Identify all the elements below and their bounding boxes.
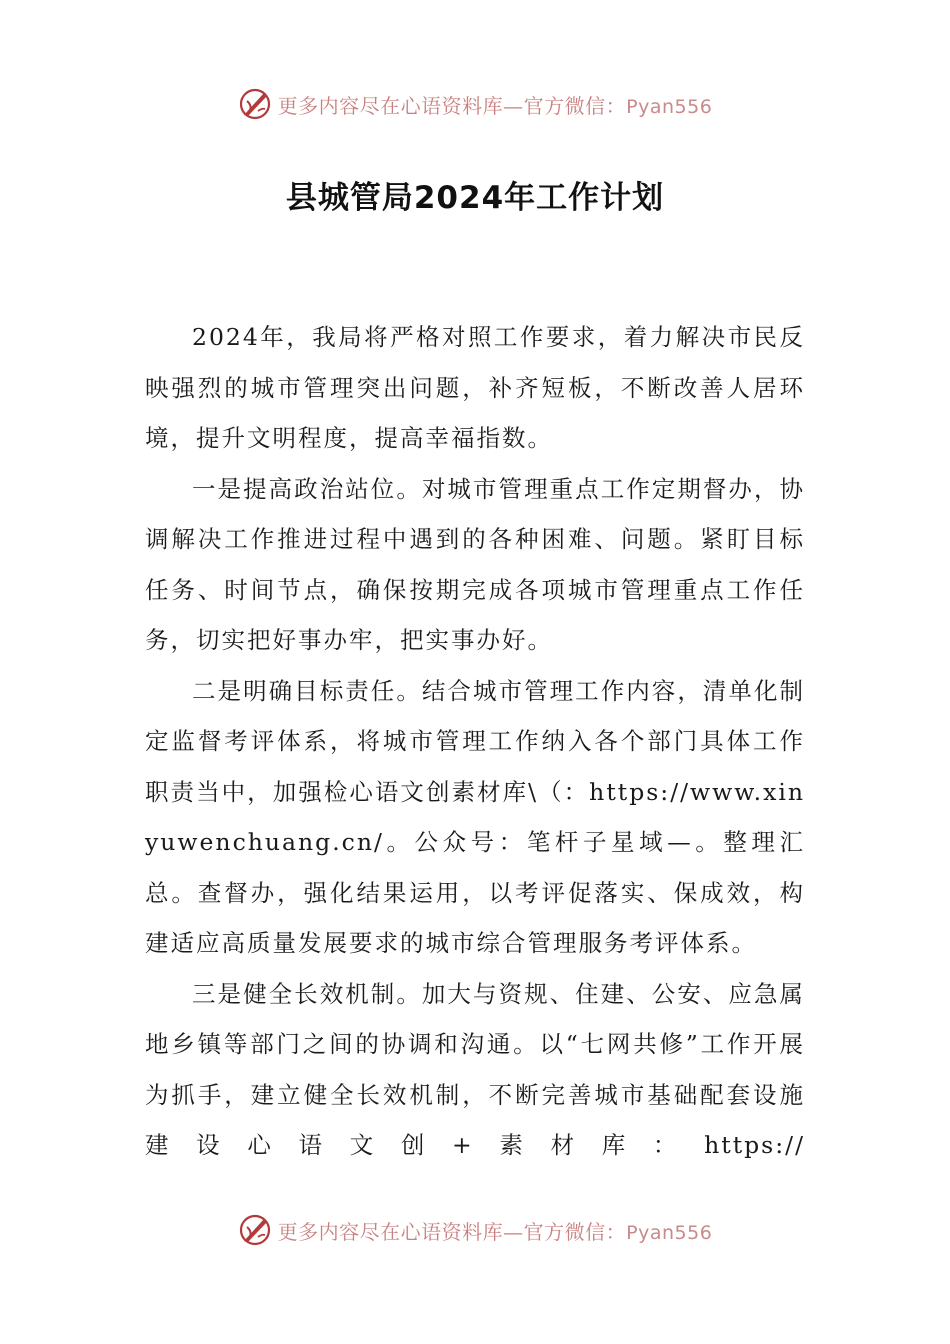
quill-pen-logo-icon — [238, 1213, 272, 1247]
watermark-text: 更多内容尽在心语资料库—官方微信：Pyan556 — [277, 1219, 713, 1244]
watermark-handle: Pyan556 — [626, 95, 713, 118]
paragraph-point-3: 三是健全长效机制。加大与资规、住建、公安、应急属地乡镇等部门之间的协调和沟通。以“七网共修”工作开展为抓手，建立健全长效机制，不断完善城市基础配套设施建设心语文创+素材库：https:// — [145, 979, 805, 1159]
watermark-handle: Pyan556 — [626, 1221, 713, 1244]
paragraph-point-2: 二是明确目标责任。结合城市管理工作内容，清单化制定监督考评体系，将城市管理工作纳入各个部门具体工作职责当中，加强检心语文创素材库\（：https://www.xinyuwenchuang.cn/。公众号：笔杆子星域—。整理汇总。查督办，强化结果运用，以考评促落实、保成效，构建适应高质量发展要求的城市综合管理服务考评体系。 — [145, 676, 805, 957]
paragraph-point-1: 一是提高政治站位。对城市管理重点工作定期督办，协调解决工作推进过程中遇到的各种困难、问题。紧盯目标任务、时间节点，确保按期完成各项城市管理重点工作任务，切实把好事办牢，把实事办好。 — [145, 474, 805, 654]
watermark-text: 更多内容尽在心语资料库—官方微信：Pyan556 — [277, 93, 713, 118]
header-watermark — [0, 84, 950, 124]
footer-watermark — [0, 1210, 950, 1250]
document-body — [145, 312, 805, 1171]
quill-pen-logo-icon — [238, 87, 272, 121]
paragraph-intro: 2024年，我局将严格对照工作要求，着力解决市民反映强烈的城市管理突出问题，补齐短板，不断改善人居环境，提升文明程度，提高幸福指数。 — [145, 323, 805, 452]
document-title: 县城管局2024年工作计划 — [285, 180, 665, 216]
